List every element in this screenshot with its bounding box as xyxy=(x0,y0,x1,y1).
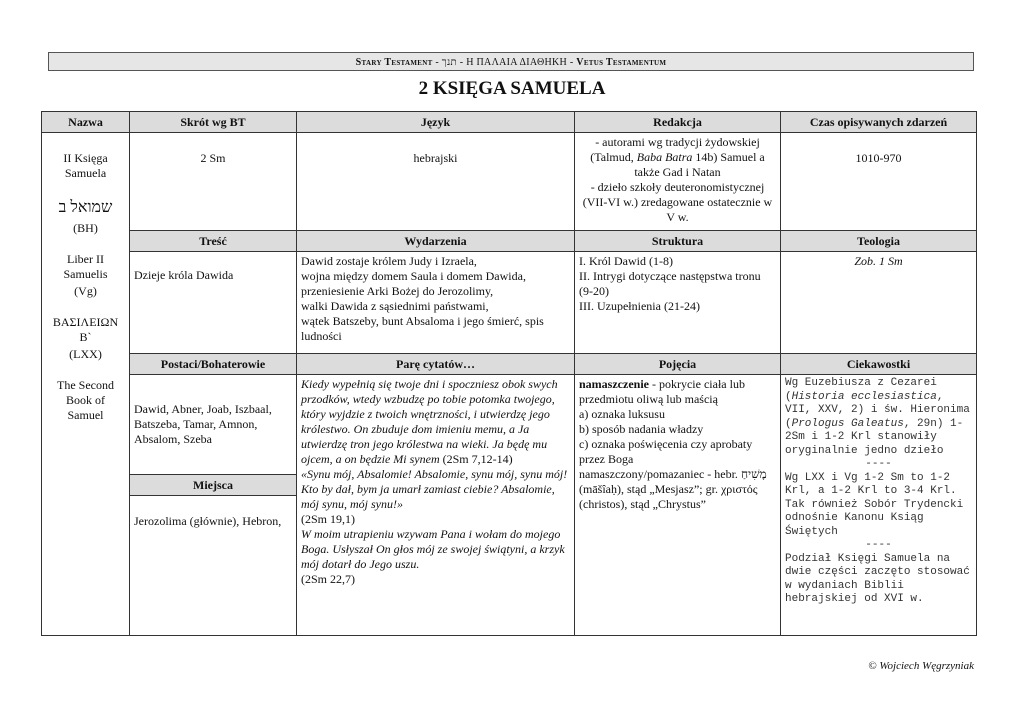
name-latin-source: (Vg) xyxy=(74,284,97,298)
etym-text: (māšîaḥ), stąd „Mesjasz”; gr. xyxy=(579,482,721,496)
term-etymology xyxy=(579,467,776,512)
header-postaci: Postaci/Bohaterowie xyxy=(130,354,297,375)
quote-ref: (2Sm 7,12-14) xyxy=(439,452,513,466)
banner-separator: - xyxy=(456,57,467,68)
cell-ciekawostki xyxy=(781,375,977,636)
header-row-2 xyxy=(42,231,977,252)
name-greek-line: Β` xyxy=(79,330,92,344)
header-miejsca: Miejsca xyxy=(130,475,297,496)
name-english-line: Book of xyxy=(66,393,105,407)
cell-cytaty xyxy=(297,375,575,636)
header-czas: Czas opisywanych zdarzeń xyxy=(781,112,977,133)
fact-text: , 29n) 1-2Sm i 1-2 Krl stanowiły oryginalnie jedno dzieło xyxy=(785,417,964,457)
cell-skrot: 2 Sm xyxy=(130,133,297,231)
cell-czas: 1010-970 xyxy=(781,133,977,231)
name-greek-line: ΒΑΣΙΛΕΙΩΝ xyxy=(52,315,119,329)
term-c: c) oznaka poświęcenia czy aprobaty przez Boga xyxy=(579,437,753,466)
header-banner xyxy=(48,52,974,71)
quote-2: «Synu mój, Absalomie! Absalomie, synu mój, synu mój! Kto by dał, bym ja umarł zamiast ciebie? Absalomie, mój synu, mój synu!» xyxy=(301,467,568,511)
redakcja-tradition xyxy=(579,135,776,180)
header-pojecia: Pojęcia xyxy=(575,354,781,375)
name-polish xyxy=(46,151,125,181)
data-row-1 xyxy=(42,133,977,231)
header-teologia: Teologia xyxy=(781,231,977,252)
name-latin xyxy=(46,252,125,282)
name-greek xyxy=(46,315,125,345)
quote-3: W moim utrapieniu wzywam Pana i wołam do mojego Boga. Usłyszał On głos mój ze swojej świątyni, a krzyk mój dotarł do Jego uszu. xyxy=(301,527,565,571)
event-item: walki Dawida z sąsiednimi państwami, xyxy=(301,299,489,313)
header-skrot: Skrót wg BT xyxy=(130,112,297,133)
cell-jezyk: hebrajski xyxy=(297,133,575,231)
cell-postaci: Dawid, Abner, Joab, Iszbaal, Batszeba, Tamar, Amnon, Absalom, Szeba xyxy=(130,375,297,475)
quote-1 xyxy=(301,377,570,467)
name-latin-line: Samuelis xyxy=(63,267,108,281)
cell-tresc: Dzieje króla Dawida xyxy=(130,252,297,354)
term-definition xyxy=(579,377,776,407)
banner-separator: - xyxy=(432,57,442,68)
etym-text: (christos), stąd „Chrystus” xyxy=(579,497,706,511)
event-item: Dawid zostaje królem Judy i Izraela, xyxy=(301,254,477,268)
cell-pojecia xyxy=(575,375,781,636)
fact-3: Podział Księgi Samuela na dwie części zaczęto stosować w wydaniach Biblii hebrajskiej od XVI w. xyxy=(785,552,970,605)
banner-separator: - xyxy=(567,57,577,68)
header-ciekawostki: Ciekawostki xyxy=(781,354,977,375)
etym-greek: χριστός xyxy=(720,482,758,496)
name-hebrew-source: (BH) xyxy=(73,221,98,235)
structure-item: II. Intrygi dotyczące następstwa tronu (9-20) xyxy=(579,269,761,298)
event-item: wątek Batszeby, bunt Absaloma i jego śmierć, spis ludności xyxy=(301,314,544,343)
fact-text: Wg Euzebiusza z Cezarei ( xyxy=(785,377,937,403)
fact-2: Wg LXX i Vg 1-2 Sm to 1-2 Krl, a 1-2 Krl to 3-4 Krl. Tak również Sobór Trydencki odnośnie Kanonu Ksiąg Świętych xyxy=(785,471,964,538)
redakcja-talmud-title: Baba Batra xyxy=(636,150,693,164)
fact-title: Historia ecclesiastica xyxy=(791,390,937,403)
data-row-2 xyxy=(42,252,977,354)
header-struktura: Struktura xyxy=(575,231,781,252)
header-row-3 xyxy=(42,354,977,375)
name-hebrew: שמואל ב xyxy=(58,199,113,216)
etym-hebrew: מָשִׁיחַ xyxy=(740,467,767,481)
name-latin-line: Liber II xyxy=(67,252,104,266)
quote-text: Kiedy wypełnią się twoje dni i spoczniesz obok swych przodków, wtedy wzbudzę po tobie potomka twojego, który wyjdzie z twoich wnętrzności, i utwierdzę jego królestwo. On zbuduje dom imieniu memu, a Ja utwierdzę tron jego królestwa na wieki. Ja będę mu ojcem, a on będzie Mi synem xyxy=(301,377,558,466)
structure-item: III. Uzupełnienia (21-24) xyxy=(579,299,700,313)
copyright: © Wojciech Węgrzyniak xyxy=(868,660,974,672)
quote-2-ref: (2Sm 19,1) xyxy=(301,512,355,526)
header-row-1 xyxy=(42,112,977,133)
redakcja-text: 14b) Samuel a także Gad i Natan xyxy=(634,150,765,179)
page-title: 2 KSIĘGA SAMUELA xyxy=(418,78,606,99)
header-redakcja: Redakcja xyxy=(575,112,781,133)
cell-redakcja xyxy=(575,133,781,231)
term-def-text: - pokrycie ciała lub przedmiotu oliwą lub maścią xyxy=(579,377,745,406)
cell-wydarzenia xyxy=(297,252,575,354)
event-item: wojna między domem Saula i domem Dawida, przeniesienie Arki Bożej do Jerozolimy, xyxy=(301,269,526,298)
quote-3-ref: (2Sm 22,7) xyxy=(301,572,355,586)
banner-hebrew: תנך xyxy=(441,57,457,68)
name-greek-source: (LXX) xyxy=(69,347,102,361)
header-wydarzenia: Wydarzenia xyxy=(297,231,575,252)
fact-separator: ---- xyxy=(865,458,892,470)
name-english-line: The Second xyxy=(57,378,114,392)
redakcja-text: - autorami wg tradycji żydowskiej (Talmud, xyxy=(590,135,760,164)
book-summary-table xyxy=(41,111,977,636)
banner-polish: Stary Testament xyxy=(355,57,433,68)
fact-title: Prologus Galeatus xyxy=(791,417,904,430)
header-nazwa: Nazwa xyxy=(42,112,130,133)
cell-teologia: Zob. 1 Sm xyxy=(781,252,977,354)
header-tresc: Treść xyxy=(130,231,297,252)
banner-latin: Vetus Testamentum xyxy=(576,57,667,68)
name-english xyxy=(46,378,125,423)
redakcja-school: - dzieło szkoły deuteronomistycznej (VII-VI w.) zredagowane ostatecznie w V w. xyxy=(582,180,773,224)
data-row-3a xyxy=(42,375,977,475)
structure-item: I. Król Dawid (1-8) xyxy=(579,254,673,268)
fact-1 xyxy=(785,377,972,458)
header-cytaty: Parę cytatów… xyxy=(297,354,575,375)
term-b: b) sposób nadania władzy xyxy=(579,422,704,436)
cell-struktura xyxy=(575,252,781,354)
cell-miejsca: Jerozolima (głównie), Hebron, xyxy=(130,496,297,636)
term-name: namaszczenie xyxy=(579,377,649,391)
name-polish-line: II Księga xyxy=(63,151,108,165)
name-english-line: Samuel xyxy=(67,408,104,422)
header-jezyk: Język xyxy=(297,112,575,133)
term-a: a) oznaka luksusu xyxy=(579,407,665,421)
fact-text: , VII, XXV, 2) i św. Hieronima ( xyxy=(785,390,970,430)
name-polish-line: Samuela xyxy=(64,166,107,180)
etym-text: namaszczony/pomazaniec - hebr. xyxy=(579,467,741,481)
fact-separator: ---- xyxy=(865,539,892,551)
banner-greek: Η ΠΑΛΑΙΑ ΔΙΑΘΗΚΗ xyxy=(466,57,568,68)
book-names-cell xyxy=(42,133,130,636)
